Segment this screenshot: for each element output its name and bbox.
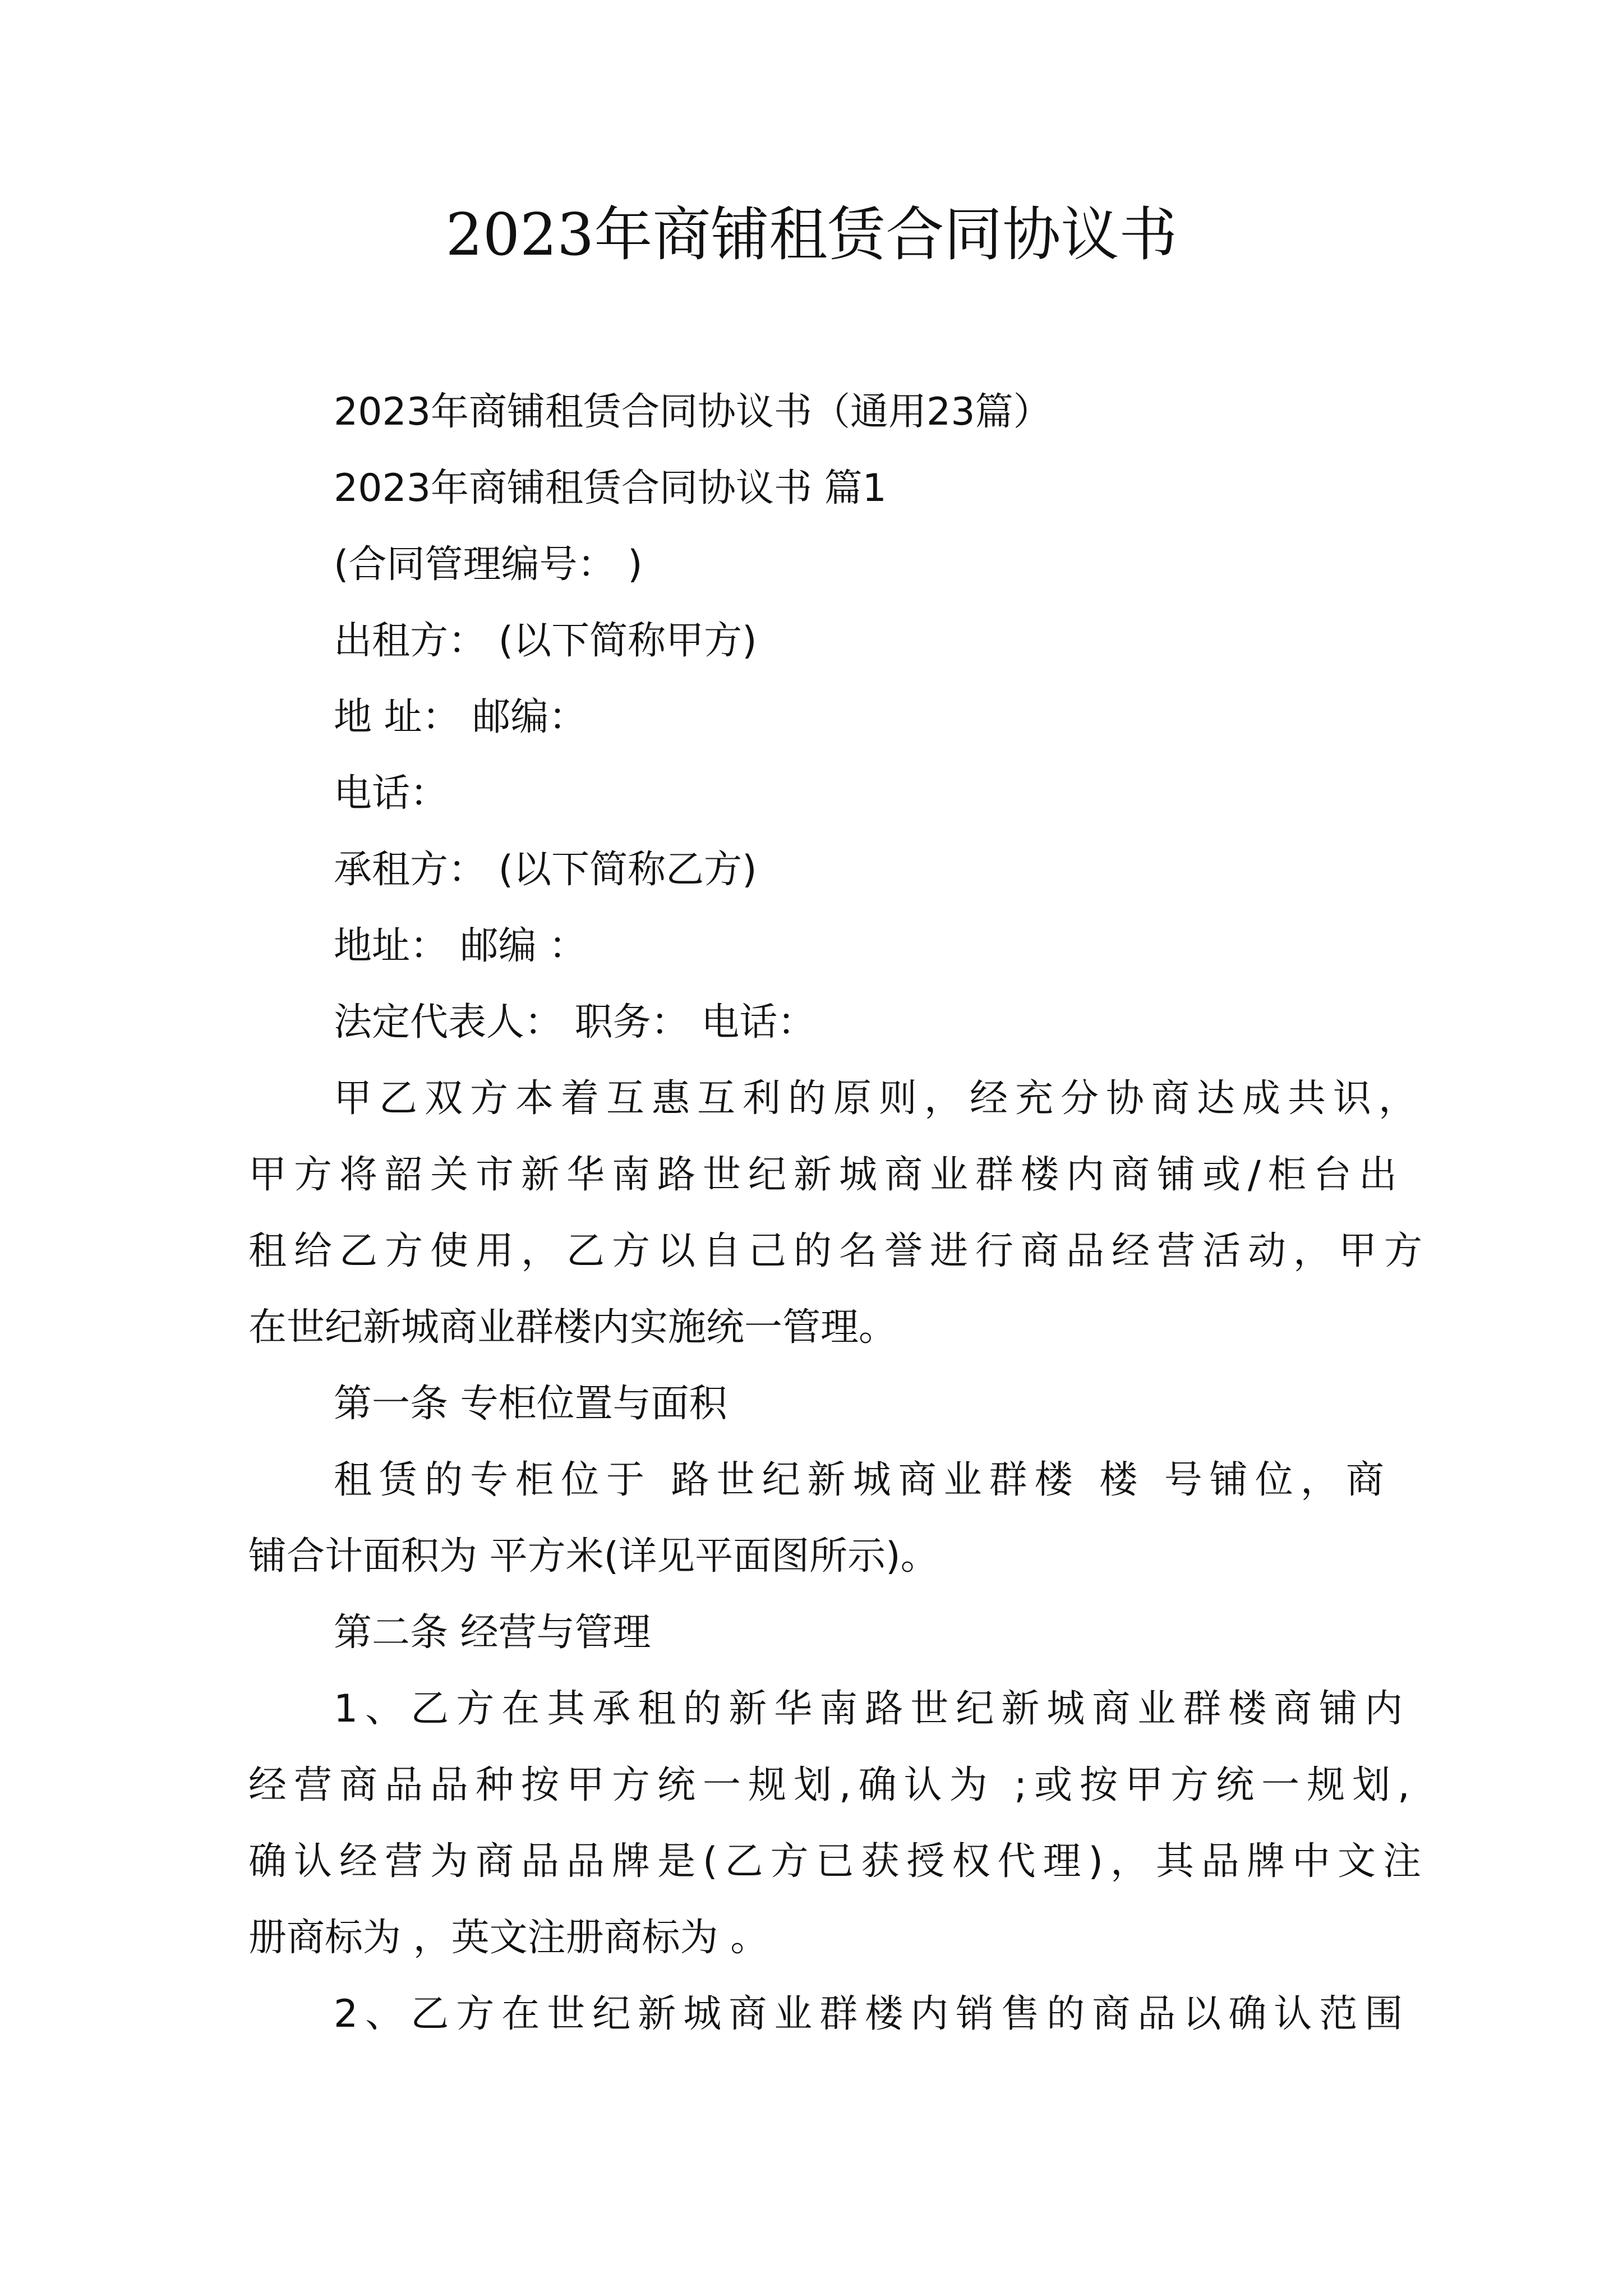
text-line: 2023年商铺租赁合同协议书（通用23篇） xyxy=(334,390,1052,434)
text-line: 第二条 经营与管理 xyxy=(334,1611,651,1655)
text-line: 甲乙双方本着互惠互利的原则，经充分协商达成共识， xyxy=(334,1076,1424,1121)
text-line: (合同管理编号： ) xyxy=(334,542,643,587)
text-line: 2、乙方在世纪新城商业群楼内销售的商品以确认范围 xyxy=(334,1992,1410,2036)
text-line: 2023年商铺租赁合同协议书 篇1 xyxy=(334,466,887,510)
text-line: 确认经营为商品品牌是(乙方已获授权代理)，其品牌中文注 xyxy=(248,1839,1429,1884)
document-title: 2023年商铺租赁合同协议书 xyxy=(445,200,1178,269)
text-line: 承租方： (以下简称乙方) xyxy=(334,848,757,892)
text-line: 在世纪新城商业群楼内实施统一管理。 xyxy=(248,1305,897,1350)
text-line: 地 址： 邮编： xyxy=(334,695,587,739)
text-line: 电话： xyxy=(334,771,449,816)
text-line: 经营商品品种按甲方统一规划,确认为 ;或按甲方统一规划, xyxy=(248,1763,1417,1807)
text-line: 法定代表人： 职务： 电话： xyxy=(334,1000,816,1045)
text-line: 甲方将韶关市新华南路世纪新城商业群楼内商铺或/柜台出 xyxy=(248,1153,1404,1197)
text-line: 地址： 邮编 ： xyxy=(334,924,587,968)
text-line: 1、乙方在其承租的新华南路世纪新城商业群楼商铺内 xyxy=(334,1687,1410,1731)
text-line: 租赁的专柜位于 路世纪新城商业群楼 楼 号铺位，商 xyxy=(334,1458,1391,1502)
text-line: 第一条 专柜位置与面积 xyxy=(334,1382,727,1426)
text-line: 册商标为 ，英文注册商标为 。 xyxy=(248,1916,769,1960)
text-line: 铺合计面积为 平方米(详见平面图所示)。 xyxy=(248,1534,939,1579)
text-line: 出租方： (以下简称甲方) xyxy=(334,619,757,663)
text-line: 租给乙方使用，乙方以自己的名誉进行商品经营活动，甲方 xyxy=(248,1229,1430,1273)
